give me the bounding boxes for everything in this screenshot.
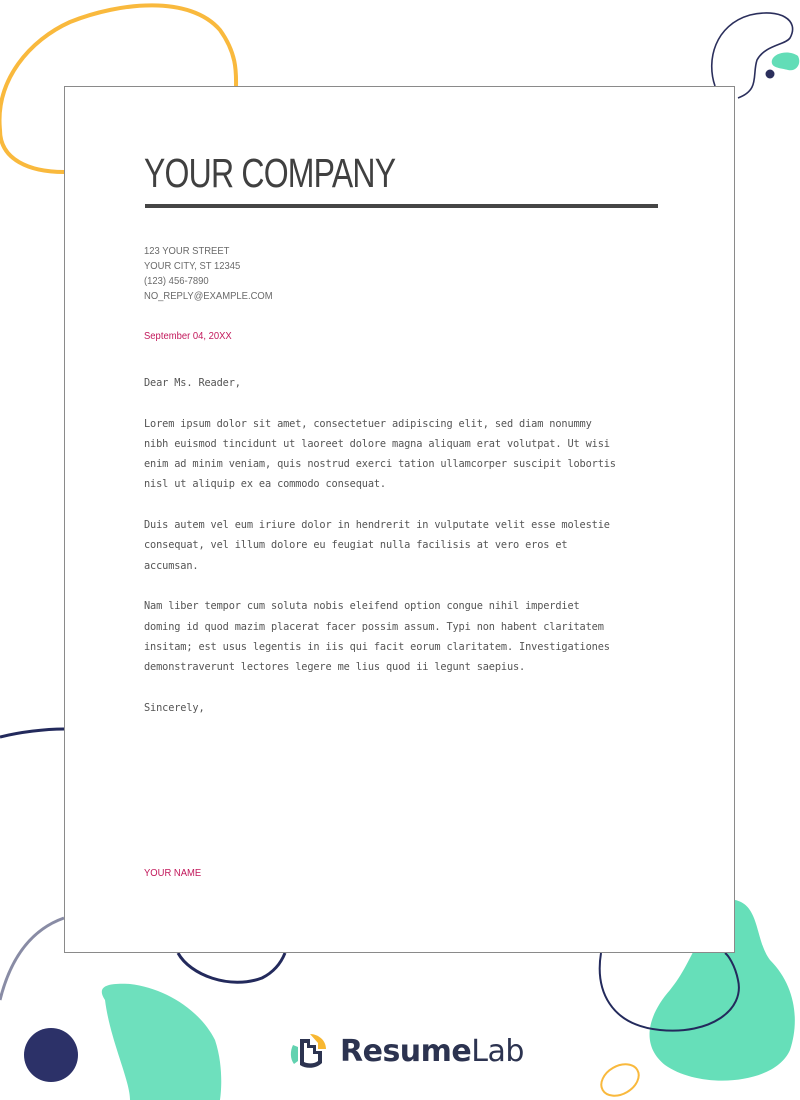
paragraph-line: Duis autem vel eum iriure dolor in hendrerit in vulputate velit esse molestie [144,519,610,532]
paragraph-line: accumsan. [144,559,199,572]
paragraph-line: Nam liber tempor cum soluta nobis eleifend option congue nihil imperdiet [144,600,580,613]
wordmark-resume: Resume [340,1033,472,1069]
contact-street: 123 YOUR STREET [144,245,230,257]
paragraph-line: doming id quod mazim placerat facer possim assum. Typi non habent claritatem [144,620,604,633]
gray-curve-left [0,918,64,1000]
salutation: Dear Ms. Reader, [144,377,241,389]
paragraph-2 [144,515,674,576]
paragraph-line: enim ad minim veniam, quis nostrud exerci tation ullamcorper suscipit lobortis [144,458,616,471]
navy-loop-bottom-right [600,953,739,1031]
paragraph-line: nibh euismod tincidunt ut laoreet dolore magna aliquam erat volutpat. Ut wisi [144,437,610,450]
contact-email: NO_REPLY@EXAMPLE.COM [144,290,273,302]
letter-body [144,373,674,738]
letter-date: September 04, 20XX [144,330,232,342]
closing: Sincerely, [144,701,205,714]
navy-line-left [0,729,64,737]
contact-phone: (123) 456-7890 [144,275,209,287]
paragraph-line: insitam; est usus legentis in iis qui facit eorum claritatem. Investigationes [144,640,610,653]
navy-dot-small [766,70,775,79]
resumelab-wordmark [340,1034,524,1069]
paragraph-1 [144,414,674,495]
mint-blob-small [772,53,800,71]
navy-dot-large [24,1028,78,1082]
company-name: YOUR COMPANY [144,150,396,196]
contact-city: YOUR CITY, ST 12345 [144,260,241,272]
heading-rule [145,204,658,208]
paragraph-line: demonstraverunt lectores legere me lius quod ii legunt saepius. [144,661,526,674]
signature-name: YOUR NAME [144,867,202,879]
paragraph-line: consequat, vel illum dolore eu feugiat nulla facilisis at vero eros et [144,539,568,552]
wordmark-lab: Lab [471,1033,524,1069]
mint-blob-left [102,984,221,1100]
paragraph-line: Lorem ipsum dolor sit amet, consectetuer adipiscing elit, sed diam nonummy [144,417,592,430]
paragraph-3 [144,596,674,677]
resumelab-brand [288,1026,524,1076]
navy-curve-bottom [178,953,285,982]
letter-page [64,86,735,953]
paragraph-line: nisl ut aliquip ex ea commodo consequat. [144,478,386,491]
contact-block [144,244,273,304]
resumelab-logo-icon [288,1031,328,1071]
yellow-loop-small [596,1058,645,1100]
